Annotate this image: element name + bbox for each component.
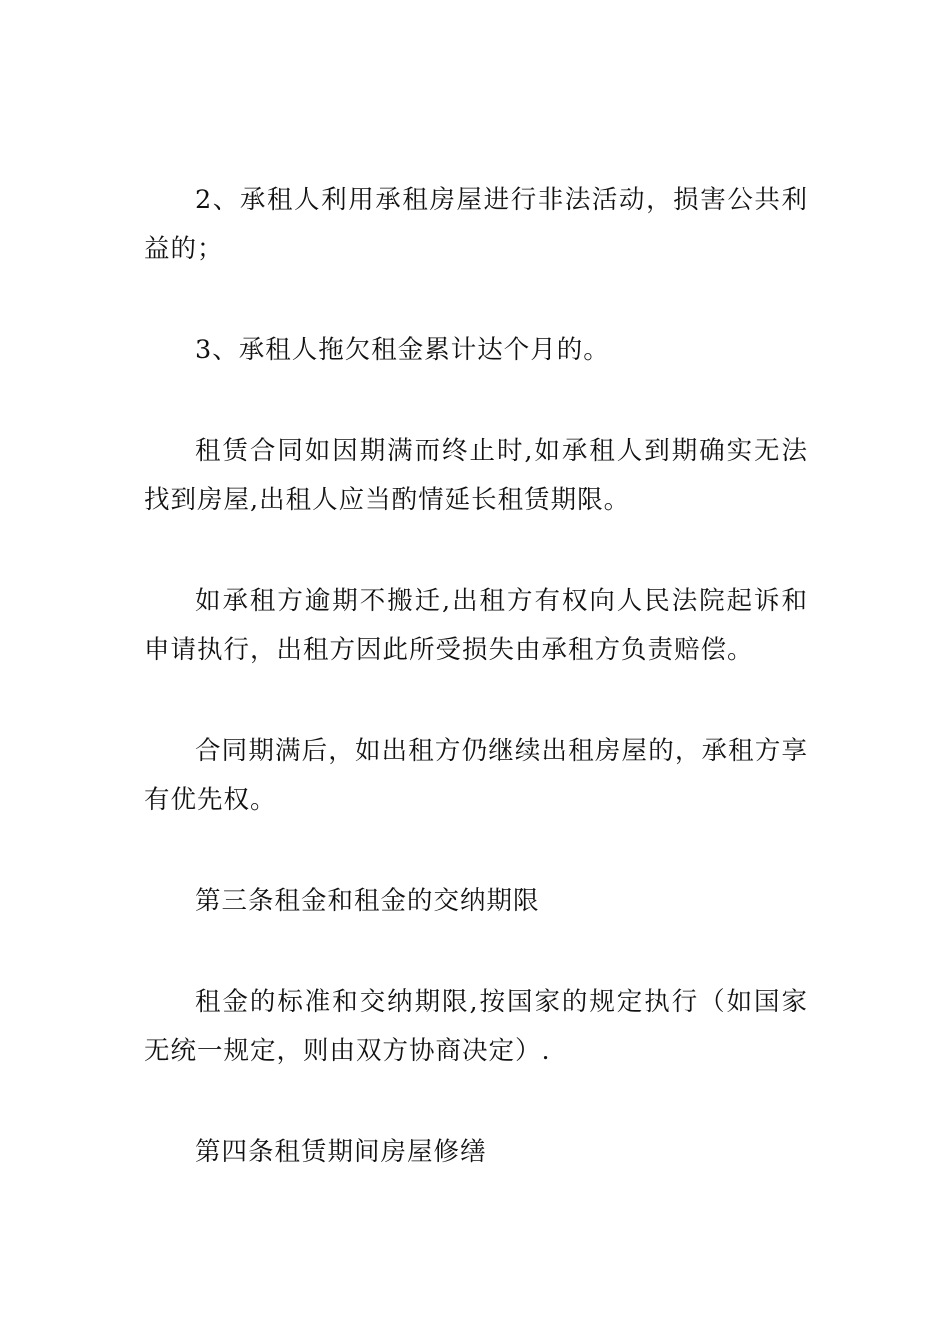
paragraph-lease-expiry: 租赁合同如因期满而终止时,如承租人到期确实无法找到房屋,出租人应当酌情延长租赁期限。 xyxy=(144,436,808,515)
paragraph-rent-standard: 租金的标准和交纳期限,按国家的规定执行（如国家无统一规定，则由双方协商决定）. xyxy=(144,987,808,1066)
section-heading-article-3: 第三条租金和租金的交纳期限 xyxy=(195,886,540,916)
paragraph-priority-right: 合同期满后，如出租方仍继续出租房屋的，承租方享有优先权。 xyxy=(144,736,808,815)
document-page xyxy=(144,176,808,1229)
clause-item-2: 2、承租人利用承租房屋进行非法活动，损害公共利益的； xyxy=(144,185,808,264)
clause-item-3: 3、承租人拖欠租金累计达个月的。 xyxy=(195,335,610,365)
paragraph-overdue-move: 如承租方逾期不搬迁,出租方有权向人民法院起诉和申请执行，出租方因此所受损失由承租方负责赔偿。 xyxy=(144,586,808,665)
section-heading-article-4: 第四条租赁期间房屋修缮 xyxy=(195,1137,487,1167)
